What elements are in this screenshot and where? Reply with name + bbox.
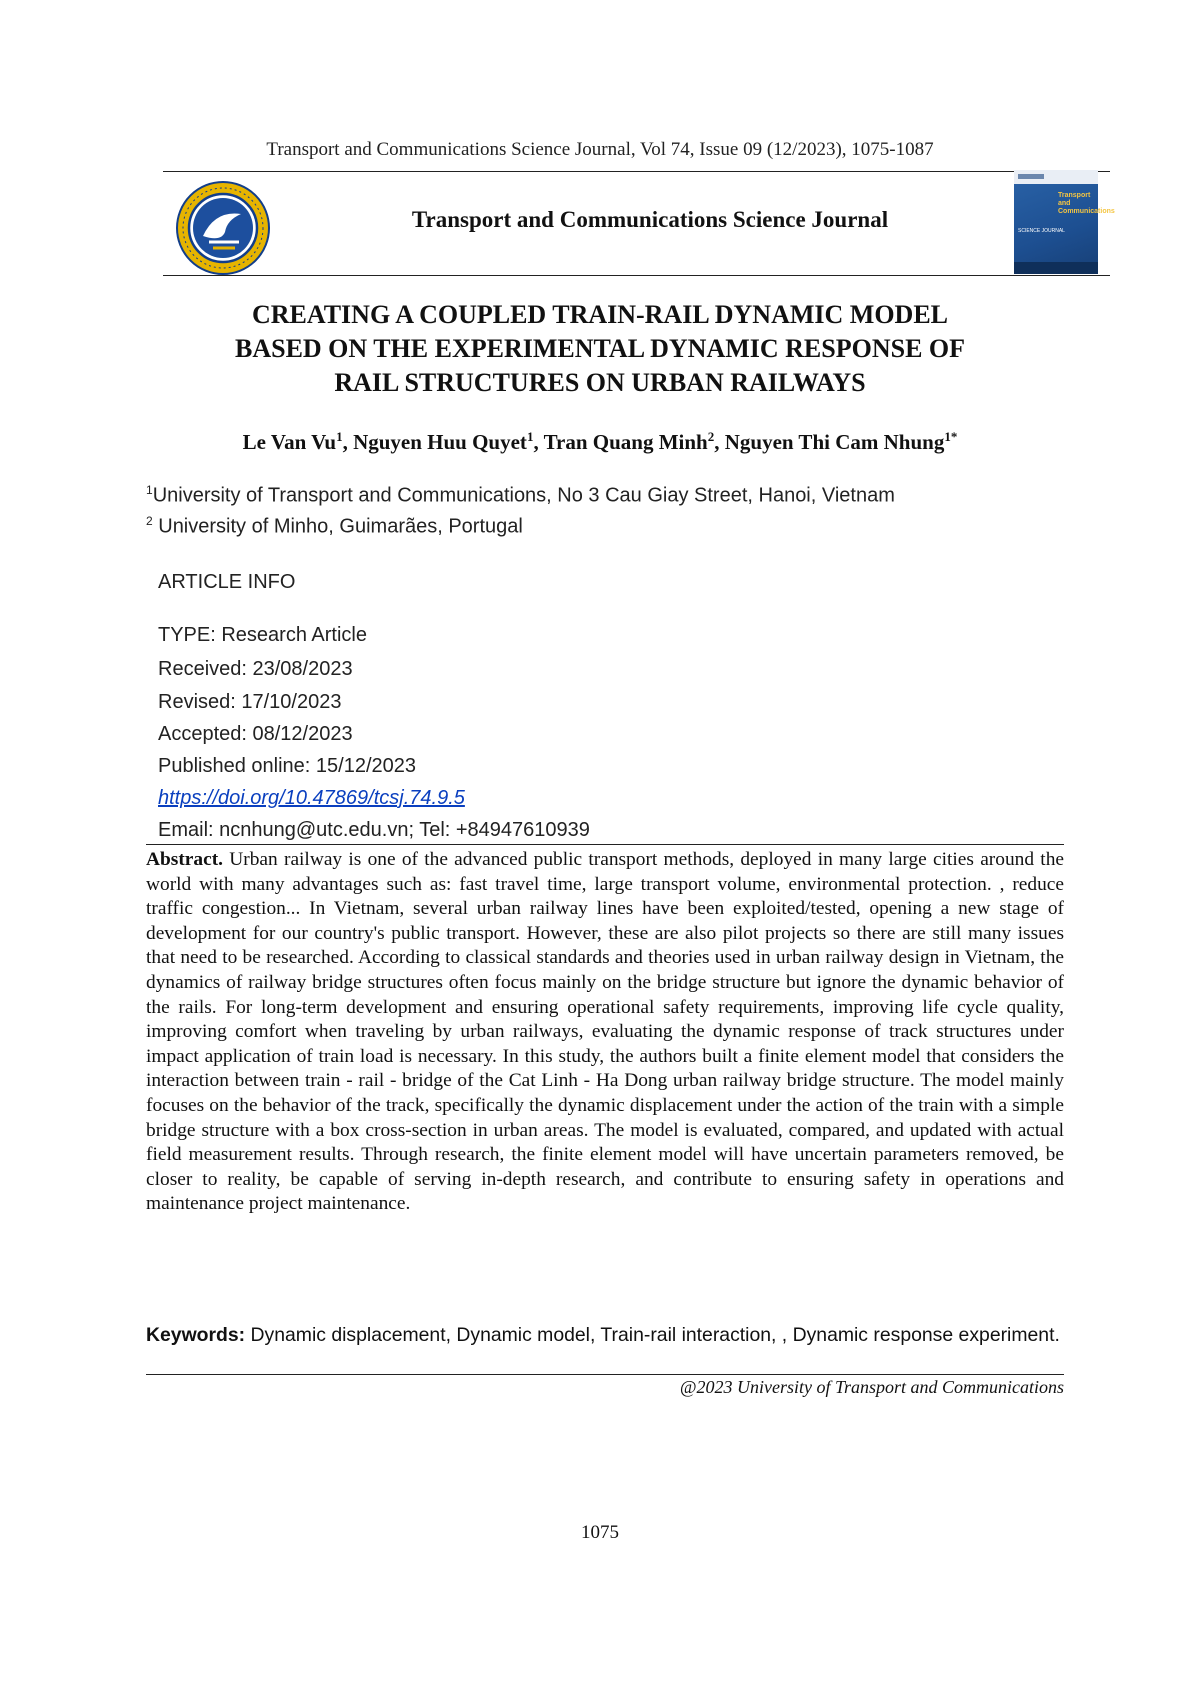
article-info-heading: ARTICLE INFO [158, 571, 296, 593]
title-line: BASED ON THE EXPERIMENTAL DYNAMIC RESPONSE OF [234, 334, 966, 363]
author-name: Nguyen Thi Cam Nhung [724, 430, 945, 454]
cover-title: Transport and Communications [1058, 192, 1115, 215]
author-list: Le Van Vu$^1$, Nguyen Huu Quyet$^1$, Tran Quang Minh$^2$, Nguyen Thi Cam Nhung$^{1*}$ [242, 429, 958, 454]
affiliation-text: University of Transport and Communications, No 3 Cau Giay Street, Hanoi, Vietnam [152, 484, 895, 507]
university-logo-icon [175, 180, 271, 276]
banner-top-rule [163, 171, 1110, 172]
author-affiliation-mark: 1 [336, 429, 343, 444]
doi-link[interactable]: https://doi.org/10.47869/tcsj.74.9.5 [158, 787, 465, 809]
affiliation [146, 514, 523, 539]
keywords [146, 1323, 1064, 1348]
abstract-text: Urban railway is one of the advanced public transport methods, deployed in many large cities around the world with many advantages such as: fast travel time, large transport volume, environmental protection. , reduce traffic congestion... In Vietnam, several urban railway lines have been exploited/tested, opening a new stage of development for our country's public transport. However, these are also pilot projects so there are still many issues that need to be researched. According to classical standards and theories used in urban railway design in Vietnam, the dynamics of railway bridge structures often focus mainly on the bridge structure but ignore the dynamic behavior of the rails. For long-term development and ensuring operational safety requirements, improving life cycle quality, improving comfort when traveling by urban railways, evaluating the dynamic response of track structures under impact application of train load is necessary. In this study, the authors built a finite element model that considers the interaction between train - rail - bridge of the Cat Linh - Ha Dong urban railway bridge structure. The model mainly focuses on the behavior of the track, specifically the dynamic displacement under the action of the train with a simple bridge structure with a box cross-section in urban areas. The model is evaluated, compared, and updated with actual field measurement results. Through research, the finite element model will have uncertain parameters removed, be closer to reality, be capable of serving in-depth research, and contribute to ensuring safety in operations and maintenance project maintenance. [146, 849, 1064, 1215]
received-date: Received: 23/08/2023 [158, 658, 353, 680]
author-affiliation-mark: 2 [707, 429, 715, 444]
keywords-text: Dynamic displacement, Dynamic model, Train-rail interaction, , Dynamic response experiment. [245, 1324, 1060, 1346]
keywords-label: Keywords: [146, 1324, 246, 1346]
abstract-label: Abstract. [146, 849, 224, 870]
banner-bottom-rule [163, 275, 1110, 276]
journal-cover-image [1014, 170, 1115, 274]
copyright-notice: @2023 University of Transport and Communications [679, 1377, 1064, 1397]
contact-info: Email: ncnhung@utc.edu.vn; Tel: +84947610939 [158, 819, 590, 841]
revised-date: Revised: 17/10/2023 [158, 691, 342, 713]
paper-title [120, 298, 1080, 400]
affiliation-mark: 2 [146, 514, 153, 528]
affiliation-mark: 1 [146, 483, 153, 497]
affiliation [146, 483, 895, 508]
cover-top-band [1014, 170, 1098, 184]
author-affiliation-mark: 1* [944, 429, 958, 444]
published-date: Published online: 15/12/2023 [158, 755, 416, 777]
abstract [146, 848, 1064, 1217]
title-line: CREATING A COUPLED TRAIN-RAIL DYNAMIC MODEL [251, 300, 949, 329]
affiliation-text: University of Minho, Guimarães, Portugal [152, 515, 523, 538]
accepted-date: Accepted: 08/12/2023 [158, 723, 353, 745]
author-name: Nguyen Huu Quyet [353, 430, 527, 454]
page-number: 1075 [581, 1522, 619, 1543]
author-name: Tran Quang Minh [543, 430, 708, 454]
journal-banner-title: Transport and Communications Science Journal [411, 207, 889, 232]
article-type: TYPE: Research Article [158, 624, 367, 646]
running-header: Transport and Communications Science Journal, Vol 74, Issue 09 (12/2023), 1075-1087 [266, 139, 934, 160]
author-affiliation-mark: 1 [526, 429, 534, 444]
author-name: Le Van Vu [242, 430, 337, 454]
cover-subtitle: SCIENCE JOURNAL [1018, 228, 1065, 234]
keywords-bottom-rule [146, 1374, 1064, 1375]
title-line: RAIL STRUCTURES ON URBAN RAILWAYS [334, 368, 866, 397]
abstract-top-rule [146, 844, 1064, 845]
